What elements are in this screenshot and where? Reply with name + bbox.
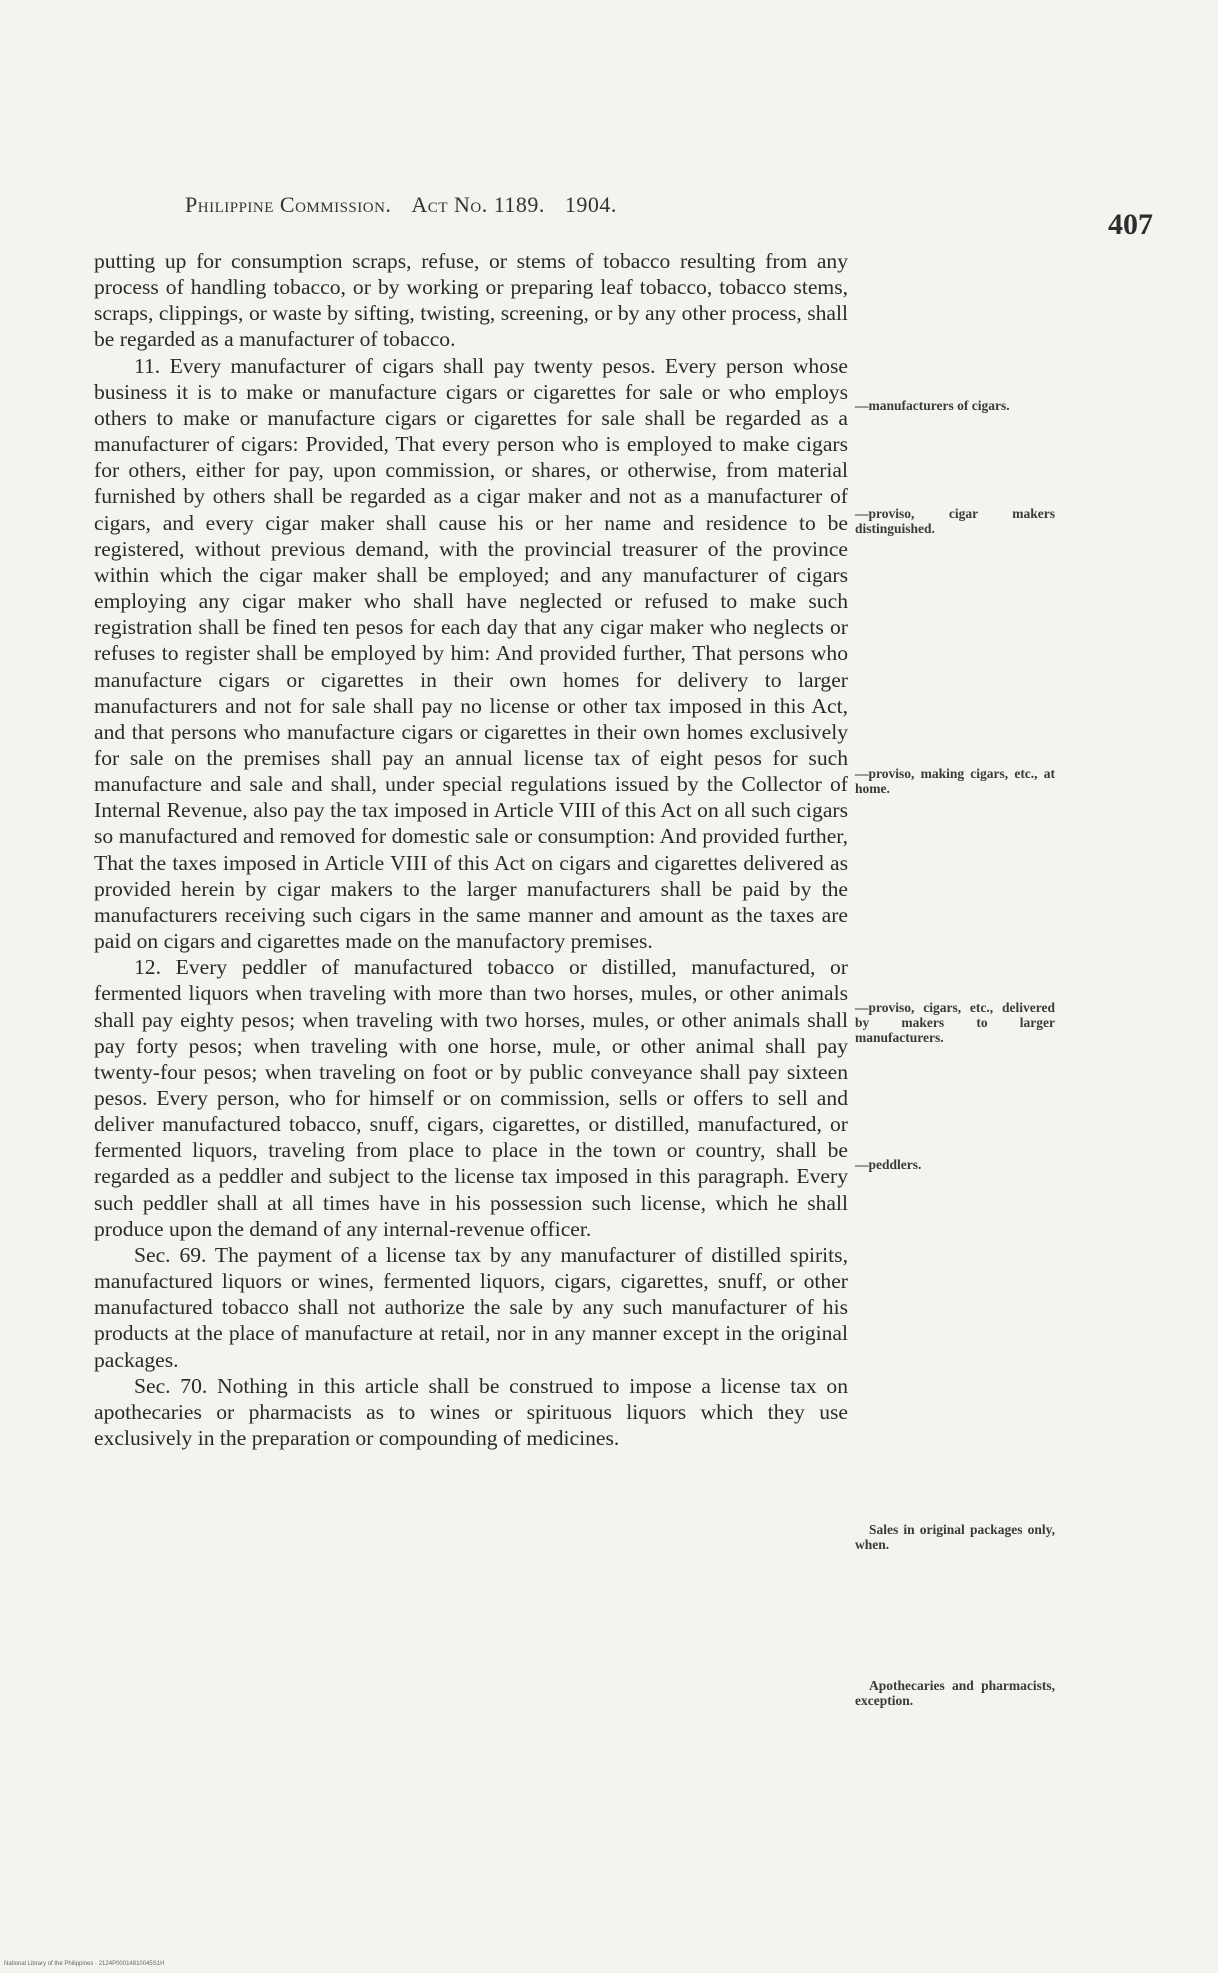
paragraph-12-peddlers: 12. Every peddler of manufactured tobacco or distilled, manufactured, or fermented liquors when traveling with more than two horses, mules, or other animals shall pay eighty pesos; when traveling with two horses, mules, or other animals shall pay forty pesos; when traveling with one horse, mule, or other animal shall pay twenty-four pesos; when traveling on foot or by public conveyance shall pay sixteen pesos. Every person, who for himself or on commission, sells or offers to sell and deliver manufactured tobacco, snuff, cigars, cigarettes, or distilled, manufactured, or fermented liquors, traveling from place to place in the town or country, shall be regarded as a peddler and subject to the license tax imposed in this paragraph. Every such peddler shall at all times have in his possession such license, which he shall produce upon the demand of any internal-revenue officer.: [94, 955, 848, 1241]
body-text: [94, 248, 848, 1451]
margin-note-manufacturers-of-cigars: —manufacturers of cigars.: [855, 398, 1010, 413]
header-commission: Philippine Commission.: [185, 192, 392, 217]
page-number: 407: [1108, 208, 1153, 241]
header-year: 1904.: [564, 192, 617, 217]
margin-note-proviso-cigar-makers: —proviso, cigar makers distinguished.: [855, 506, 1055, 536]
running-header: [185, 192, 865, 218]
margin-note-sales-original-packages: Sales in original packages only, when.: [855, 1522, 1055, 1552]
margin-note-apothecaries: Apothecaries and pharmacists, exception.: [855, 1678, 1055, 1708]
paragraph-continuation: putting up for consumption scraps, refuse, or stems of tobacco resulting from any process of handling tobacco, or by working or preparing leaf tobacco, tobacco stems, scraps, clippings, or waste by sifting, twisting, screening, or by any other process, shall be regarded as a manufacturer of tobacco.: [94, 249, 848, 352]
header-act: Act No. 1189.: [411, 192, 545, 217]
margin-note-peddlers: —peddlers.: [855, 1157, 922, 1172]
section-70: Sec. 70. Nothing in this article shall be construed to impose a license tax on apothecaries or pharmacists as to wines or spirituous liquors which they use exclusively in the preparation or compounding of medicines.: [94, 1373, 848, 1451]
margin-note-proviso-home-manufacture: —proviso, making cigars, etc., at home.: [855, 766, 1055, 796]
section-69: Sec. 69. The payment of a license tax by any manufacturer of distilled spirits, manufactured liquors or wines, fermented liquors, cigars, cigarettes, snuff, or other manufactured tobacco shall not authorize the sale by any such manufacturer of his products at the place of manufacture at retail, nor in any manner except in the original packages.: [94, 1242, 848, 1372]
paragraph-11-manufacturers-of-cigars: 11. Every manufacturer of cigars shall pay twenty pesos. Every person whose business it is to make or manufacture cigars or cigarettes for sale or who employs others to make or manufacture cigars or cigarettes for sale shall be regarded as a manufacturer of cigars: Provided, That every person who is employed to make cigars for others, either for pay, upon commission, or shares, or otherwise, from material furnished by others shall be regarded as a cigar maker and not as a manufacturer of cigars, and every cigar maker shall cause his or her name and residence to be registered, without previous demand, with the provincial treasurer of the province within which the cigar maker shall be employed; and any manufacturer of cigars employing any cigar maker who shall have neglected or refused to make such registration shall be fined ten pesos for each day that any cigar maker who neglects or refuses to register shall be employed by him: And provided further, That persons who manufacture cigars or cigarettes in their own homes for delivery to larger manufacturers and not for sale shall pay no license or other tax imposed in this Act, and that persons who manufacture cigars or cigarettes in their own homes exclusively for sale on the premises shall pay an annual license tax of eight pesos for such manufacture and sale and shall, under special regulations issued by the Collector of Internal Revenue, also pay the tax imposed in Article VIII of this Act on all such cigars so manufactured and removed for domestic sale or consumption: And provided further, That the taxes imposed in Article VIII of this Act on cigars and cigarettes delivered as provided herein by cigar makers to the larger manufacturers shall be paid by the manufacturers receiving such cigars in the same manner and amount as the taxes are paid on cigars and cigarettes made on the manufactory premises.: [94, 353, 848, 954]
scan-credit: National Library of the Philippines · 2124P00014810045S1H: [4, 1961, 165, 1967]
margin-note-proviso-delivery: —proviso, cigars, etc., delivered by makers to larger manufacturers.: [855, 1000, 1055, 1045]
